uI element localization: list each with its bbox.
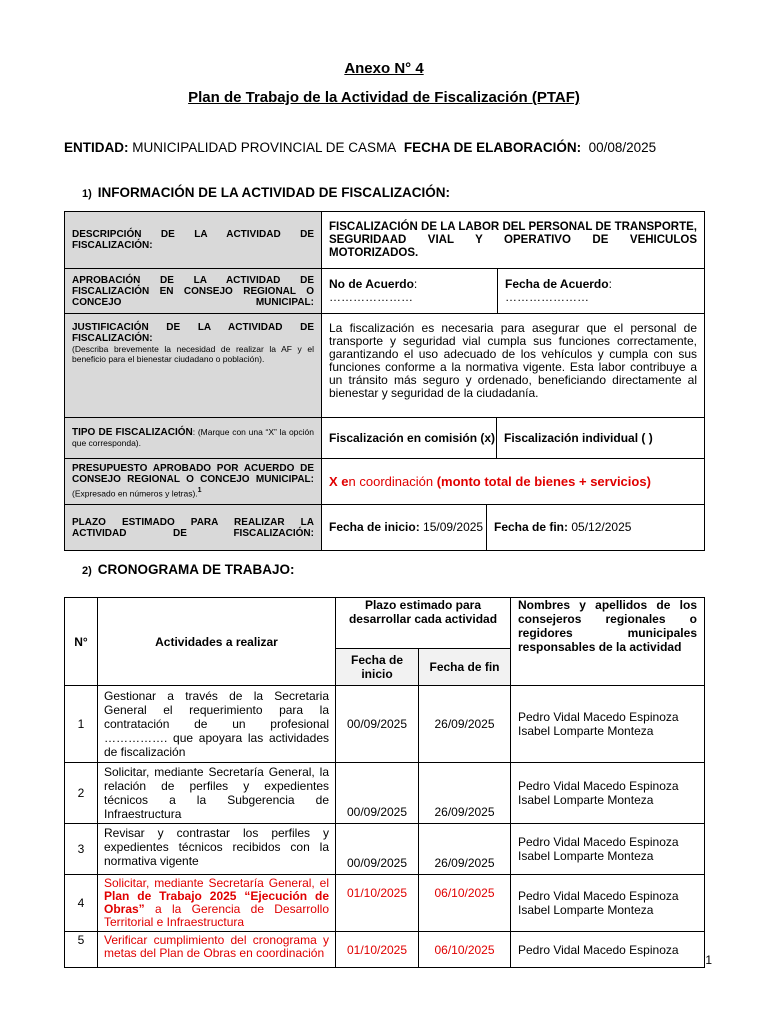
section2-number: 2) (82, 565, 92, 577)
row-num: 5 (65, 932, 98, 968)
footnote-marker: 1 (197, 487, 202, 495)
responsable: Isabel Lomparte Monteza (518, 849, 654, 863)
row-activity: Solicitar, mediante Secretaría General, la relación de perfiles y expedientes técnicos a la Subgerencia de Infraestructura (98, 763, 336, 824)
row-num: 1 (65, 686, 98, 763)
tipo-options-cell (322, 418, 705, 459)
responsable: Pedro Vidal Macedo Espinoza (518, 779, 679, 793)
row-responsables (511, 824, 705, 875)
col-inicio-header: Fecha de inicio (336, 649, 419, 686)
fecha-inicio-label: Fecha de inicio: (329, 520, 420, 534)
tipo-individual: Fiscalización individual ( ) (504, 430, 653, 445)
col-plazo-header: Plazo estimado para desarrollar cada actividad (336, 598, 511, 649)
plazo-cell (322, 505, 705, 551)
tipo-label: TIPO DE FISCALIZACIÓN (72, 427, 193, 438)
info-table (64, 211, 705, 551)
cronograma-table (64, 597, 705, 968)
entidad-value: MUNICIPALIDAD PROVINCIAL DE CASMA (132, 140, 397, 155)
row-num: 4 (65, 875, 98, 932)
table-row (65, 824, 705, 875)
descripcion-value: FISCALIZACIÓN DE LA LABOR DEL PERSONAL DE TRANSPORTE, SEGURIDAAD VIAL Y OPERATIVO DE VEHICULOS MOTORIZADOS. (322, 212, 705, 269)
col-num-header: N° (65, 598, 98, 686)
section1-number: 1) (82, 188, 92, 200)
descripcion-label: DESCRIPCIÓN DE LA ACTIVIDAD DE FISCALIZACIÓN: (65, 212, 322, 269)
presupuesto-label: PRESUPUESTO APROBADO POR ACUERDO DE CONSEJO REGIONAL O CONCEJO MUNICIPAL: (72, 463, 314, 486)
tipo-hint: : (Marque con una “X” la opción que corresponda). (72, 427, 314, 448)
row-activity: Gestionar a través de la Secretaria General el requerimiento para la contratación de un profesional ……………. que apoyara las actividades de fiscalización (98, 686, 336, 763)
responsable: Isabel Lomparte Monteza (518, 903, 654, 917)
plazo-label: PLAZO ESTIMADO PARA REALIZAR LA ACTIVIDAD DE FISCALIZACIÓN: (65, 505, 322, 551)
row-fin: 06/10/2025 (419, 932, 511, 968)
row-responsables (511, 763, 705, 824)
section1-heading (82, 185, 450, 200)
row-fin: 26/09/2025 (419, 763, 511, 824)
tipo-comision: Fiscalización en comisión (x) (322, 418, 497, 458)
annex-title: Anexo N° 4 (344, 60, 424, 77)
row-inicio: 01/10/2025 (336, 875, 419, 932)
row-responsables (511, 875, 705, 932)
row-fin: 06/10/2025 (419, 875, 511, 932)
presupuesto-label-cell (65, 459, 322, 505)
row-inicio: 01/10/2025 (336, 932, 419, 968)
acuerdo-no-cell: No de Acuerdo: ………………… (322, 269, 498, 314)
fecha-elaboracion-label: FECHA DE ELABORACIÓN: (403, 140, 582, 155)
responsable: Isabel Lomparte Monteza (518, 724, 654, 738)
acuerdo-fecha-value: ………………… (505, 290, 589, 304)
acuerdo-no-value: ………………… (329, 290, 413, 304)
activity-plan-title: Plan de Trabajo 2025 “Ejecución de Obras” (104, 889, 329, 916)
row-responsables (511, 932, 705, 968)
col-fin-header: Fecha de fin (419, 649, 511, 686)
responsable: Isabel Lomparte Monteza (518, 793, 654, 807)
document-title: Plan de Trabajo de la Actividad de Fiscalización (PTAF) (188, 89, 580, 106)
responsable: Pedro Vidal Macedo Espinoza (518, 889, 679, 903)
acuerdo-no-label: No de Acuerdo (329, 277, 414, 291)
presupuesto-hint: (Expresado en números y letras). (72, 488, 198, 499)
page-number: 1 (705, 953, 712, 967)
presupuesto-coordinacion: n coordinación (348, 474, 434, 489)
presupuesto-monto: (monto total de bienes + servicios) (436, 474, 651, 489)
table-row (65, 763, 705, 824)
row-activity: Revisar y contrastar los perfiles y expedientes técnicos recibidos con la normativa vigente (98, 824, 336, 875)
responsable: Pedro Vidal Macedo Espinoza (518, 835, 679, 849)
justificacion-hint: (Describa brevemente la necesidad de realizar la AF y el beneficio para el bienestar ciudadano o población). (72, 344, 314, 364)
entidad-label: ENTIDAD: (64, 140, 129, 155)
table-row (65, 686, 705, 763)
responsable: Pedro Vidal Macedo Espinoza (518, 710, 679, 724)
justificacion-label-cell (65, 314, 322, 418)
fecha-fin (487, 505, 704, 550)
fecha-elaboracion-value: 00/08/2025 (588, 140, 657, 155)
activity-text: Solicitar, mediante Secretaría General, el (104, 876, 329, 890)
section2-title: CRONOGRAMA DE TRABAJO: (97, 562, 295, 577)
col-actividades-header: Actividades a realizar (98, 598, 336, 686)
justificacion-label: JUSTIFICACIÓN DE LA ACTIVIDAD DE FISCALIZACIÓN: (72, 322, 314, 344)
row-num: 3 (65, 824, 98, 875)
row-fin: 26/09/2025 (419, 824, 511, 875)
row-responsables (511, 686, 705, 763)
justificacion-value: La fiscalización es necesaria para asegurar que el personal de transporte y seguridad vial cumpla sus funciones correctamente, garantizando el uso adecuado de los vehículos y cumpla con sus funciones conforme a la normativa vigente. Esta labor contribuye a un tránsito más seguro y ordenado, beneficiando directamente al bienestar y seguridad de la ciudadanía. (322, 314, 705, 418)
fecha-fin-value: 05/12/2025 (571, 520, 632, 534)
acuerdo-fecha-label: Fecha de Acuerdo (505, 277, 609, 291)
entity-line (64, 140, 656, 155)
aprobacion-label: APROBACIÓN DE LA ACTIVIDAD DE FISCALIZACIÓN EN CONSEJO REGIONAL O CONCEJO MUNICIPAL: (65, 269, 322, 314)
row-fin: 26/09/2025 (419, 686, 511, 763)
presupuesto-x: X e (329, 474, 349, 489)
section2-heading (82, 562, 295, 577)
row-inicio: 00/09/2025 (336, 763, 419, 824)
presupuesto-value (322, 459, 705, 505)
row-activity (98, 875, 336, 932)
col-responsables-header: Nombres y apellidos de los consejeros regionales o regidores municipales responsables de la actividad (511, 598, 705, 686)
row-activity: Verificar cumplimiento del cronograma y metas del Plan de Obras en coordinación (98, 932, 336, 968)
table-row (65, 875, 705, 932)
fecha-inicio-value: 15/09/2025 (423, 520, 484, 534)
activity-text: a la Gerencia de Desarrollo Territorial e Infraestructura (104, 902, 329, 929)
row-inicio: 00/09/2025 (336, 686, 419, 763)
fecha-inicio (322, 505, 487, 550)
table-row (65, 932, 705, 968)
tipo-label-cell (65, 418, 322, 459)
row-inicio: 00/09/2025 (336, 824, 419, 875)
acuerdo-fecha-cell: Fecha de Acuerdo: ………………… (498, 269, 705, 314)
responsable: Pedro Vidal Macedo Espinoza (518, 942, 679, 957)
fecha-fin-label: Fecha de fin: (494, 520, 569, 534)
section1-title: INFORMACIÓN DE LA ACTIVIDAD DE FISCALIZACIÓN: (97, 185, 451, 200)
row-num: 2 (65, 763, 98, 824)
